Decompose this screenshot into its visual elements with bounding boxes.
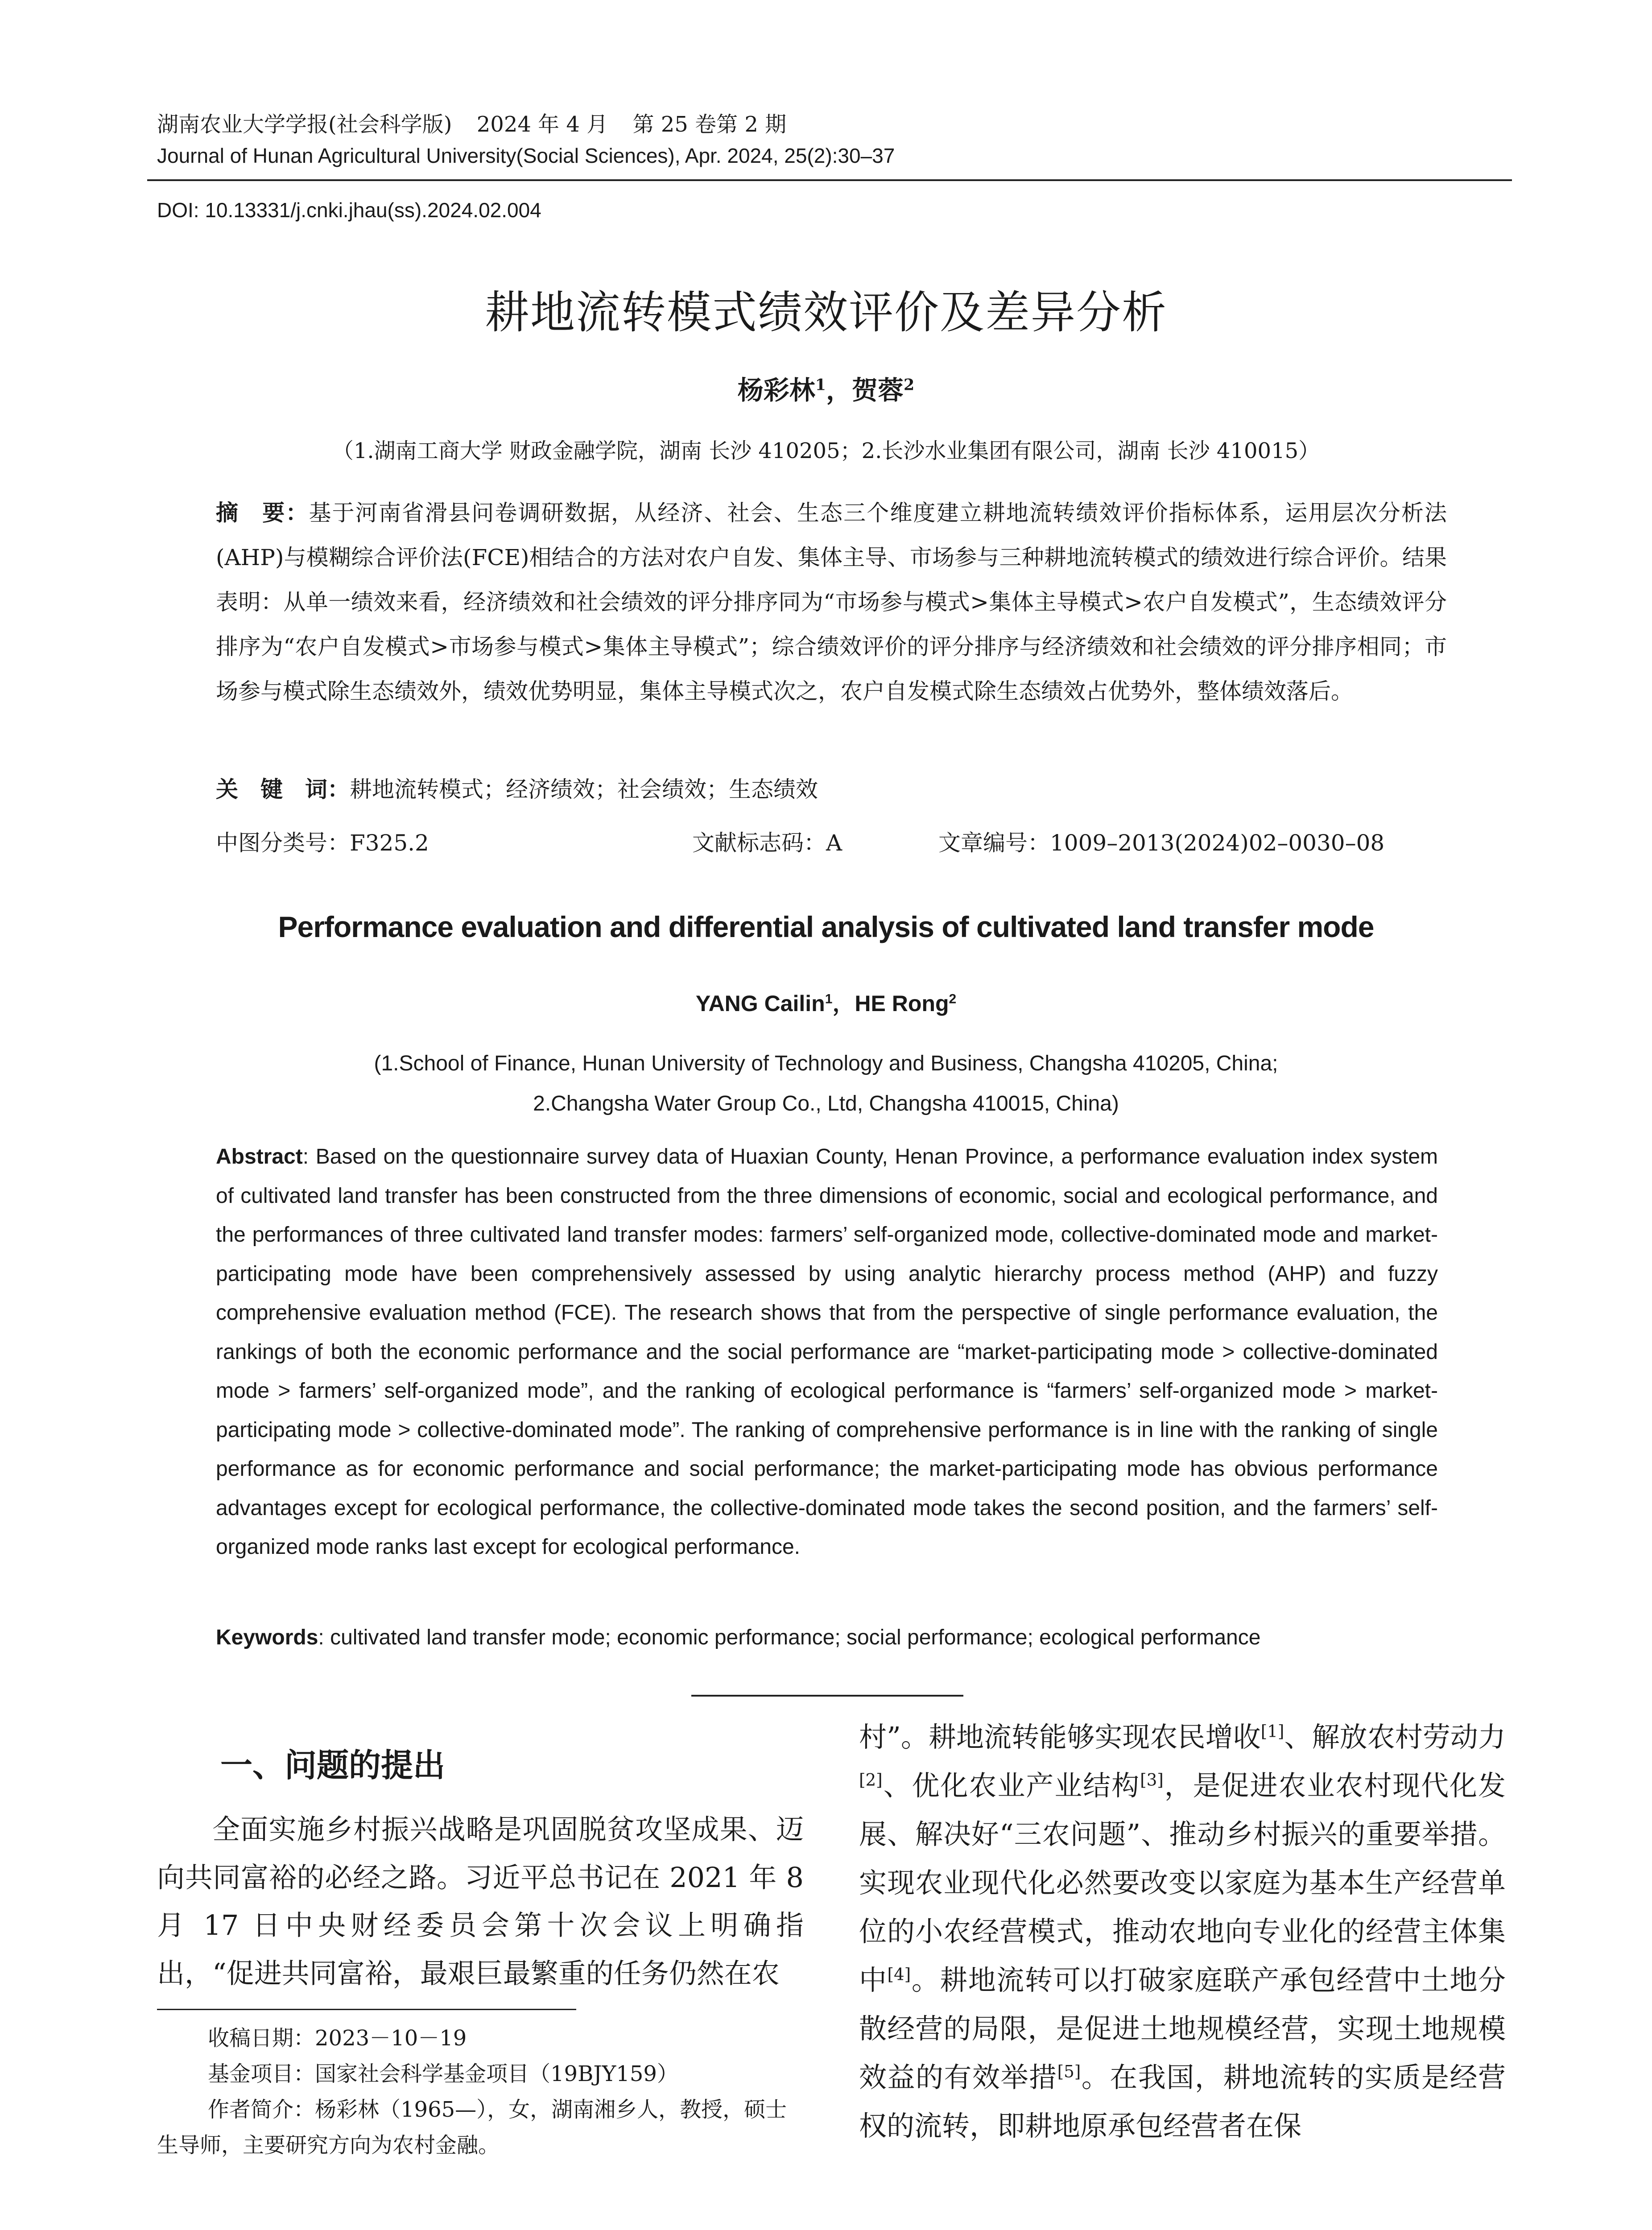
abstract-cn-text: 基于河南省滑县问卷调研数据，从经济、社会、生态三个维度建立耕地流转绩效评价指标体系，运用层次分析法(AHP)与模糊综合评价法(FCE)相结合的方法对农户自发、集体主导、市场参与三种耕地流转模式的绩效进行综合评价。结果表明：从单一绩效来看，经济绩效和社会绩效的评分排序同为“市场参与模式>集体主导模式>农户自发模式”，生态绩效评分排序为“农户自发模式>市场参与模式>集体主导模式”；综合绩效评价的评分排序与经济绩效和社会绩效的评分排序相同；市场参与模式除生态绩效外，绩效优势明显，集体主导模式次之，农户自发模式除生态绩效占优势外，整体绩效落后。 bbox=[216, 500, 1447, 704]
footnotes bbox=[157, 2020, 804, 2163]
abstract-cn bbox=[216, 491, 1447, 714]
paper-title-en: Performance evaluation and differential analysis of cultivated land transfer mode bbox=[278, 910, 1374, 943]
body-text: 、解放农村劳动力 bbox=[1284, 1721, 1506, 1753]
keywords-en-text: : cultivated land transfer mode; economic performance; social performance; ecological performance bbox=[318, 1626, 1261, 1649]
section-heading: 一、问题的提出 bbox=[220, 1746, 446, 1784]
section-separator bbox=[691, 1695, 963, 1697]
body-column-right bbox=[859, 1713, 1506, 2150]
body-text: 村”。耕地流转能够实现农民增收 bbox=[859, 1721, 1261, 1753]
author-1-en-sup: 1 bbox=[825, 991, 833, 1007]
keywords-cn bbox=[216, 767, 1447, 812]
author-2-en: HE Rong bbox=[855, 991, 949, 1016]
header-divider bbox=[147, 179, 1512, 181]
author-1-en: YANG Cailin bbox=[695, 991, 825, 1016]
journal-name-cn: 湖南农业大学学报(社会科学版) bbox=[157, 112, 452, 137]
author-2-en-sup: 2 bbox=[949, 991, 957, 1007]
body-paragraph-continued bbox=[859, 1713, 1506, 2150]
article-number: 文章编号：1009–2013(2024)02–0030–08 bbox=[938, 830, 1385, 856]
author-separator: ， bbox=[826, 375, 852, 405]
affiliation-en-line-1: (1.School of Finance, Hunan University of Technology and Business, Changsha 410205, China; bbox=[374, 1052, 1278, 1075]
body-text: ，是促进农业农村现代化发展、解决好“三农问题”、推动乡村振兴的重要举措。实现农业现代化必然要改变以家庭为基本生产经营单位的小农经营模式，推动农地向专业化的经营主体集中 bbox=[859, 1769, 1506, 1996]
doi[interactable]: DOI: 10.13331/j.cnki.jhau(ss).2024.02.004 bbox=[157, 198, 541, 222]
affiliation-en-line-2: 2.Changsha Water Group Co., Ltd, Changsha 410015, China) bbox=[533, 1092, 1119, 1115]
footnote-author-bio: 作者简介：杨彩林（1965—），女，湖南湘乡人，教授，硕士生导师，主要研究方向为农村金融。 bbox=[157, 2097, 787, 2158]
keywords-en-label: Keywords bbox=[216, 1626, 318, 1649]
author-1-cn: 杨彩林 bbox=[737, 375, 815, 405]
keywords-cn-label: 关 键 词： bbox=[216, 776, 350, 802]
citation-ref-5[interactable]: [5] bbox=[1057, 2061, 1081, 2081]
keywords-cn-text: 耕地流转模式；经济绩效；社会绩效；生态绩效 bbox=[350, 776, 818, 802]
affiliation-cn: （1.湖南工商大学 财政金融学院，湖南 长沙 410205；2.长沙水业集团有限公司，湖南 长沙 410015） bbox=[332, 438, 1320, 463]
body-column-left bbox=[157, 1805, 804, 1997]
author-1-affil-sup: 1 bbox=[815, 376, 826, 394]
authors-cn bbox=[0, 369, 1652, 407]
author-2-affil-sup: 2 bbox=[904, 376, 915, 394]
journal-header-en: Journal of Hunan Agricultural University(Social Sciences), Apr. 2024, 25(2):30–37 bbox=[157, 144, 895, 167]
journal-header-cn bbox=[157, 107, 804, 138]
journal-issue-cn: 第 25 卷第 2 期 bbox=[632, 112, 787, 137]
abstract-en bbox=[216, 1137, 1438, 1567]
journal-date-cn: 2024 年 4 月 bbox=[476, 112, 608, 137]
keywords-en bbox=[216, 1620, 1447, 1656]
body-text: 。耕地流转可以打破家庭联产承包经营中土地分散经营的局限，是促进土地规模经营，实现土地规模效益的有效举措 bbox=[859, 1964, 1506, 2094]
affiliation-en bbox=[0, 1044, 1652, 1124]
abstract-en-text: : Based on the questionnaire survey data of Huaxian County, Henan Province, a performance evaluation index system of cultivated land transfer has been constructed from the three dimensions of economic, social and ecological performance, and the performances of three cultivated land transfer modes: farmers’ self-organized mode, collective-dominated mode and market-participating mode have been comprehensively assessed by using analytic hierarchy process method (AHP) and fuzzy comprehensive evaluation method (FCE). The research shows that from the perspective of single performance evaluation, the rankings of both the economic performance and the social performance are “market-participating mode > collective-dominated mode > farmers’ self-organized mode”, and the ranking of ecological performance is “farmers’ self-organized mode > market-participating mode > collective-dominated mode”. The ranking of comprehensive performance is in line with the ranking of single performance as for economic performance and social performance; the market-participating mode has obvious performance advantages except for ecological performance, the collective-dominated mode takes the second position, and the farmers’ self-organized mode ranks last except for ecological performance. bbox=[216, 1145, 1438, 1559]
body-text: 。在我国，耕地流转的实质是经营权的流转，即耕地原承包经营者在保 bbox=[859, 2061, 1506, 2142]
citation-ref-3[interactable]: [3] bbox=[1140, 1770, 1164, 1790]
footnote-fund: 基金项目：国家社会科学基金项目（19BJY159） bbox=[208, 2061, 678, 2086]
body-paragraph: 全面实施乡村振兴战略是巩固脱贫攻坚成果、迈向共同富裕的必经之路。习近平总书记在 2021 年 8 月 17 日中央财经委员会第十次会议上明确指出，“促进共同富裕，最艰巨最繁重的任务仍然在农 bbox=[157, 1813, 804, 1990]
footnote-divider bbox=[157, 2009, 576, 2010]
author-2-cn: 贺蓉 bbox=[852, 375, 904, 405]
author-en-separator: ， bbox=[832, 991, 855, 1016]
document-code: 文献标志码：A bbox=[692, 830, 843, 856]
clc-number: 中图分类号：F325.2 bbox=[216, 830, 429, 856]
authors-en bbox=[0, 986, 1652, 1018]
abstract-cn-label: 摘 要： bbox=[216, 500, 309, 526]
footnote-received-date: 收稿日期：2023－10－19 bbox=[208, 2026, 467, 2051]
citation-ref-1[interactable]: [1] bbox=[1260, 1721, 1284, 1741]
citation-ref-2[interactable]: [2] bbox=[859, 1770, 883, 1790]
abstract-en-label: Abstract bbox=[216, 1145, 303, 1169]
citation-ref-4[interactable]: [4] bbox=[887, 1964, 911, 1984]
paper-title-cn: 耕地流转模式绩效评价及差异分析 bbox=[485, 286, 1167, 339]
body-text: 、优化农业产业结构 bbox=[882, 1769, 1140, 1802]
